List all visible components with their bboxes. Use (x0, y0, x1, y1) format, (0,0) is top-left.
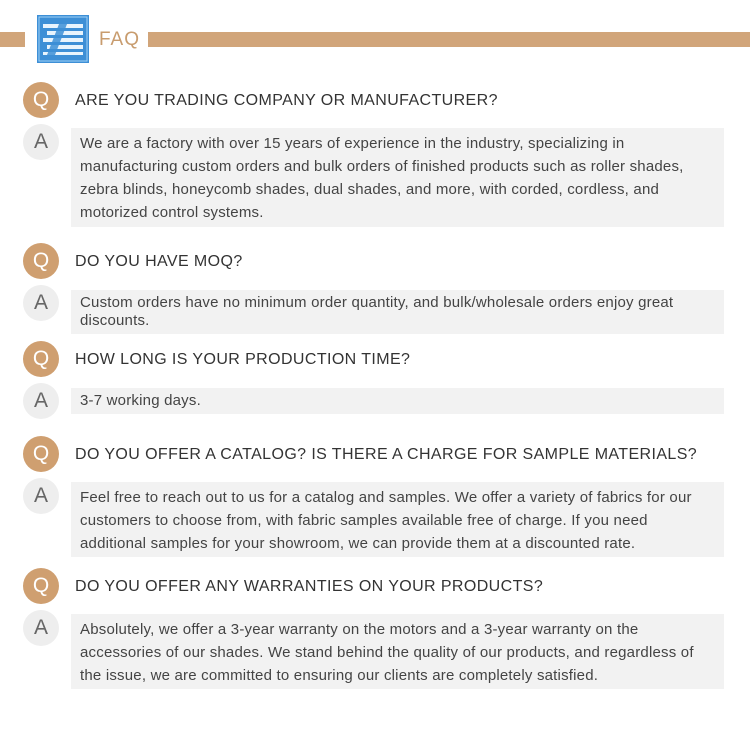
answer-text: 3-7 working days. (71, 388, 724, 414)
question-text: HOW LONG IS YOUR PRODUCTION TIME? (75, 351, 411, 368)
answer-marker-icon: A (23, 285, 59, 321)
answer-marker-icon: A (23, 124, 59, 160)
answer-marker-icon: A (23, 610, 59, 646)
question-text: DO YOU OFFER A CATALOG? IS THERE A CHARGE FOR SAMPLE MATERIALS? (75, 446, 698, 463)
question-text: DO YOU OFFER ANY WARRANTIES ON YOUR PRODUCTS? (75, 578, 544, 595)
page-title: FAQ (99, 29, 141, 50)
question-text: ARE YOU TRADING COMPANY OR MANUFACTURER? (75, 92, 498, 109)
answer-text: Custom orders have no minimum order quantity, and bulk/wholesale orders enjoy great discounts. (71, 290, 724, 334)
answer-text: Absolutely, we offer a 3-year warranty on the motors and a 3-year warranty on the accessories of our shades. We stand behind the quality of our products, and regardless of the issue, we are committed to ensuring our clients are completely satisfied. (71, 614, 724, 689)
question-marker-icon: Q (23, 82, 59, 118)
question-marker-icon: Q (23, 568, 59, 604)
faq-header (0, 0, 750, 70)
header-bar-left (0, 32, 25, 47)
question-text: DO YOU HAVE MOQ? (75, 253, 243, 270)
question-marker-icon: Q (23, 341, 59, 377)
question-marker-icon: Q (23, 436, 59, 472)
header-bar-right (148, 32, 750, 47)
answer-marker-icon: A (23, 383, 59, 419)
answer-text: We are a factory with over 15 years of experience in the industry, specializing in manufacturing custom orders and bulk orders of finished products such as roller shades, zebra blinds, honeycomb shades, dual shades, and more, with corded, cordless, and motorized control systems. (71, 128, 724, 227)
question-marker-icon: Q (23, 243, 59, 279)
answer-text: Feel free to reach out to us for a catalog and samples. We offer a variety of fabrics for our customers to choose from, with fabric samples available free of charge. If you need additional samples for your showroom, we can provide them at a discounted rate. (71, 482, 724, 557)
blinds-logo-icon (37, 15, 89, 63)
answer-marker-icon: A (23, 478, 59, 514)
